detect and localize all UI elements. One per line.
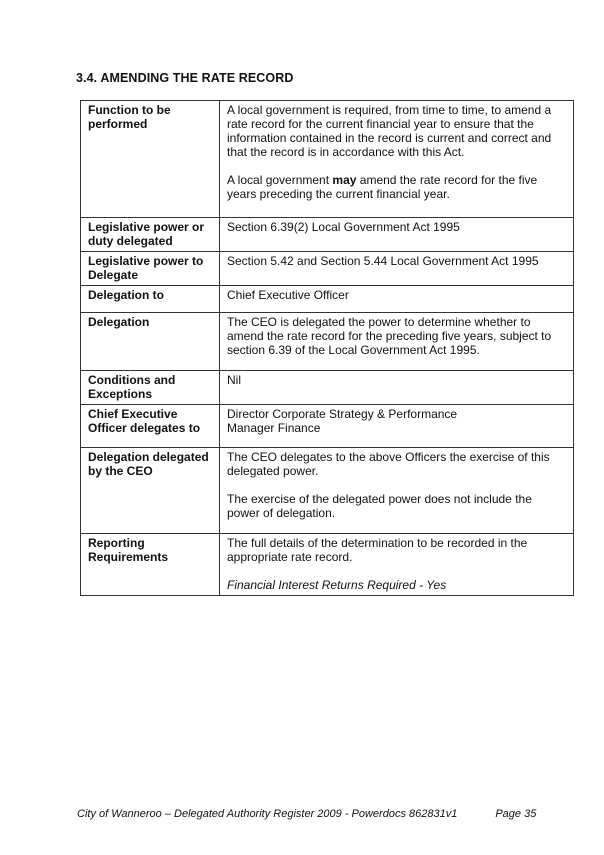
row-value [220,218,574,252]
row-value [220,101,574,218]
paragraph: A local government may amend the rate record for the five years preceding the current financial year. [227,173,538,201]
table-row [81,371,574,405]
row-value [220,371,574,405]
table-row [81,252,574,286]
footer-text: City of Wanneroo – Delegated Authority Register 2009 - Powerdocs 862831v1 [77,808,458,820]
row-label: Legislative power to Delegate [81,252,220,286]
paragraph: Chief Executive Officer [227,288,349,302]
paragraph: Section 6.39(2) Local Government Act 1995 [227,220,460,234]
section-heading: 3.4. AMENDING THE RATE RECORD [76,71,294,85]
paragraph: The CEO delegates to the above Officers the exercise of this delegated power. [227,450,550,478]
paragraph: The CEO is delegated the power to determine whether to amend the rate record for the preceding five years, subject to section 6.39 of the Local Government Act 1995. [227,315,552,357]
delegate-line: Manager Finance [227,421,321,435]
row-label: Legislative power or duty delegated [81,218,220,252]
row-label: Function to be performed [81,101,220,218]
row-label: Delegation delegated by the CEO [81,448,220,534]
row-label: Chief Executive Officer delegates to [81,405,220,448]
row-label: Delegation to [81,286,220,313]
row-label: Reporting Requirements [81,534,220,596]
row-value [220,286,574,313]
row-value [220,252,574,286]
italic-note: Financial Interest Returns Required - Yes [227,578,447,592]
row-label: Conditions and Exceptions [81,371,220,405]
table-row [81,534,574,596]
table-row [81,448,574,534]
table-row [81,218,574,252]
table-row [81,286,574,313]
row-value [220,448,574,534]
page-number: Page 35 [495,808,537,820]
row-value [220,534,574,596]
emphasis: may [332,173,357,187]
row-value [220,405,574,448]
row-value [220,313,574,371]
page-footer [77,808,536,820]
paragraph: A local government is required, from time to time, to amend a rate record for the current financial year to ensure that the information contained in the record is current and correct and that the record is in accordance with this Act. [227,103,552,159]
delegate-line: Director Corporate Strategy & Performance [227,407,458,421]
paragraph: Section 5.42 and Section 5.44 Local Government Act 1995 [227,254,539,268]
table-row [81,313,574,371]
row-label: Delegation [81,313,220,371]
paragraph: The full details of the determination to be recorded in the appropriate rate record. [227,536,528,564]
paragraph: Nil [227,373,241,387]
table-row [81,101,574,218]
table-row [81,405,574,448]
paragraph: The exercise of the delegated power does not include the power of delegation. [227,492,532,520]
delegation-table [80,100,574,596]
